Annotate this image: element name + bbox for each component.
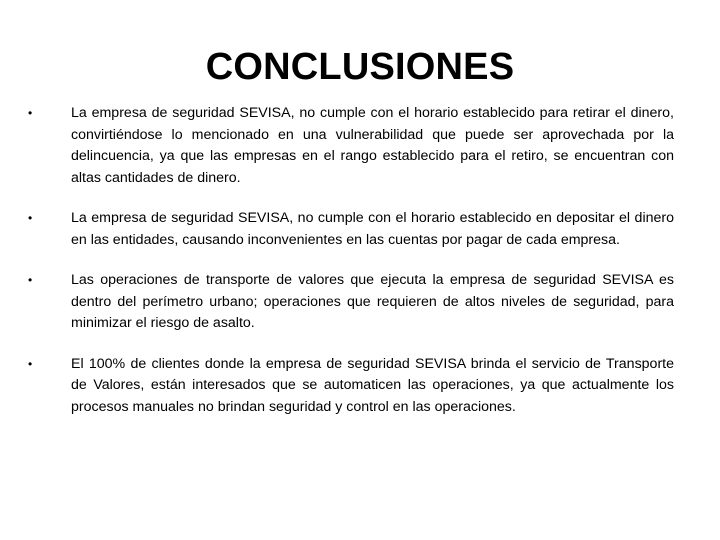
bullet-text: El 100% de clientes donde la empresa de seguridad SEVISA brinda el servicio de Transporte de Valores, están interesados que se automaticen las operaciones, ya que actualmente los procesos manuales no brindan seguridad y control en las operaciones.	[71, 355, 674, 415]
bullet-item-1	[28, 103, 674, 189]
bullet-text: La empresa de seguridad SEVISA, no cumple con el horario establecido en depositar el dinero en las entidades, causando inconvenientes en las cuentas por pagar de cada empresa.	[71, 210, 674, 248]
bullet-text: Las operaciones de transporte de valores que ejecuta la empresa de seguridad SEVISA es dentro del perímetro urbano; operaciones que requieren de altos niveles de seguridad, para minimizar el riesgo de asalto.	[71, 272, 674, 331]
bullet-item-3	[28, 270, 674, 335]
bullet-item-4	[28, 354, 674, 419]
bullet-point-icon: •	[28, 356, 33, 371]
bullet-item-2	[28, 208, 674, 251]
bullet-point-icon: •	[28, 106, 33, 120]
bullet-point-icon: •	[28, 211, 33, 225]
slide-title: CONCLUSIONES	[205, 46, 515, 88]
bullet-text: La empresa de seguridad SEVISA, no cumple con el horario establecido para retirar el dinero, convirtiéndose lo mencionado en una vulnerabilidad que puede ser aprovechada por la delincuencia, ya que las empresas en el rango establecido para el retiro, se encuentran con altas cantidades de dinero.	[71, 105, 674, 186]
bullet-list	[28, 103, 674, 437]
bullet-point-icon: •	[28, 273, 33, 287]
